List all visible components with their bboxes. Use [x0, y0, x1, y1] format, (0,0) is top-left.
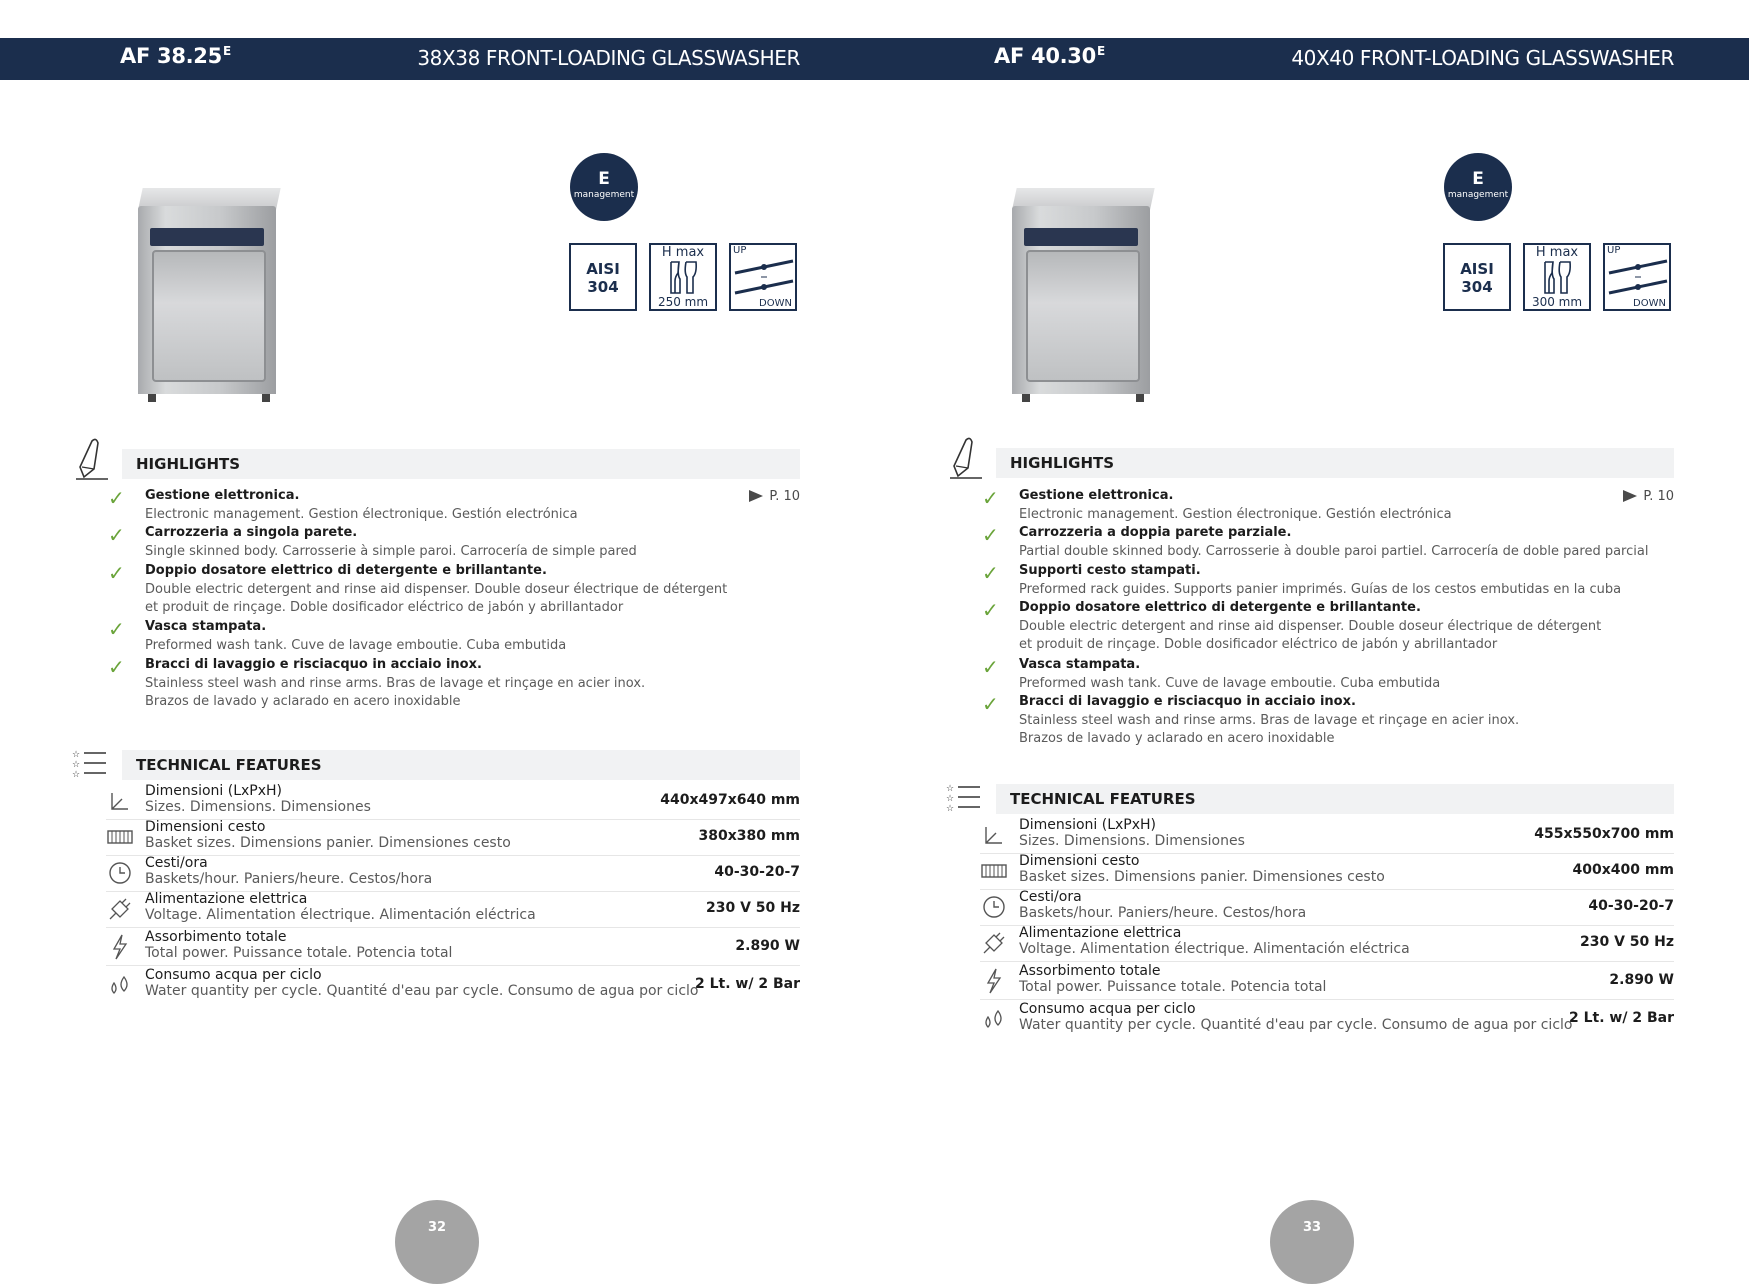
basket-icon: [106, 823, 134, 851]
clock-icon: [106, 859, 134, 887]
page-right: AF $40.30^E$ 40X40 FRONT-LOADING GLASSWASHER E management AISI 304 H max 300 mm UP DOWN HIGHLIGHTS P. 10 ✓ Gestione elettronica. Electronic management. Gestion électronique. Gestión electrónica ✓ Carrozzeria a doppia parete parziale. Partial double skinned body. Carrosserie à double paroi partiel. Carrocería de doble pared parcial ✓ Supporti cesto stampati. Preformed rack guides. Supports panier imprimés. Guías de los cestos embutidas en la cuba ✓ Doppio dosatore elettrico di detergente e brillantante. Double electric detergent and rinse aid dispenser. Double doseur électrique de détergent et produit de rinçage. Doble dosificador eléctrico de jabón y abrillantador ✓ Vasca stampata. Preformed wash tank. Cuve de lavage emboutie. Cuba embutida ✓ Bracci di lavaggio e risciacquo in acciaio inox. Stainless steel wash and rinse arms. Bras de lavage et rinçage en acier inox. Brazos de lavado y aclarado en acero inoxidable ☆ ☆ ☆ TECHNICAL FEATURES Dimensioni (LxPxH) Sizes. Dimensions. Dimensiones 455x550x700 mm Dimensioni cesto Basket sizes. Dimensions panier. Dimensiones cesto 400x400 mm Cesti/ora Baskets/hour. Paniers/heure. Cestos/hora 40-30-20-7 Alimentazione elettrica Voltage. Alimentation électrique. Alimentación eléctrica 230 V 50 Hz Assorbimento totale Total power. Puissance totale. Potencia total 2.890 W Consumo acqua per ciclo Water quantity per cycle. Quantité d'eau par cycle. Consumo de agua por ciclo 2 Lt. w/ 2 Bar 33: [874, 0, 1748, 1241]
max-glass-height-icon: H max 300 mm: [1523, 243, 1591, 311]
svg-text:☆: ☆: [72, 750, 81, 760]
product-image: [122, 158, 312, 410]
check-icon: ✓: [982, 486, 999, 510]
clock-icon: [980, 893, 1008, 921]
lightning-icon: [980, 967, 1008, 995]
page-left: AF $38.25^E$ 38X38 FRONT-LOADING GLASSWASHER E management AISI 304 H max 250 mm UP DOWN HIGHLIGHTS P. 10 ✓ Gestione elettronica. Electronic management. Gestion électronique. Gestión electrónica ✓ Carrozzeria a singola parete. Single skinned body. Carrosserie à simple paroi. Carrocería de simple pared ✓ Doppio dosatore elettrico di detergente e brillantante. Double electric detergent and rinse aid dispenser. Double doseur électrique de détergent et produit de rinçage. Doble dosificador eléctrico de jabón y abrillantador ✓ Vasca stampata. Preformed wash tank. Cuve de lavage emboutie. Cuba embutida ✓ Bracci di lavaggio e risciacquo in acciaio inox. Stainless steel wash and rinse arms. Bras de lavage et rinçage en acier inox. Brazos de lavado y aclarado en acero inoxidable ☆ ☆ ☆ TECHNICAL FEATURES Dimensioni (LxPxH) Sizes. Dimensions. Dimensiones 440x497x640 mm Dimensioni cesto Basket sizes. Dimensions panier. Dimensiones cesto 380x380 mm Cesti/ora Baskets/hour. Paniers/heure. Cestos/hora 40-30-20-7 Alimentazione elettrica Voltage. Alimentation électrique. Alimentación eléctrica 230 V 50 Hz Assorbimento totale Total power. Puissance totale. Potencia total 2.890 W Consumo acqua per ciclo Water quantity per cycle. Quantité d'eau par cycle. Consumo de agua por ciclo 2 Lt. w/ 2 Bar 32: [0, 0, 874, 1241]
check-icon: ✓: [982, 598, 999, 622]
spec-row: Consumo acqua per ciclo Water quantity per cycle. Quantité d'eau par cycle. Consumo de agua por ciclo 2 Lt. w/ 2 Bar: [980, 1001, 1674, 1037]
aisi-304-icon: AISI 304: [1443, 243, 1511, 311]
plug-icon: [980, 929, 1008, 957]
star-list-icon: [946, 782, 982, 814]
water-drops-icon: [106, 971, 134, 999]
dimensions-icon: [106, 787, 134, 815]
check-icon: ✓: [982, 561, 999, 585]
model-name: AF $38.25^E$: [120, 44, 231, 68]
highlights-title: HIGHLIGHTS: [136, 455, 241, 473]
product-title: 38X38 FRONT-LOADING GLASSWASHER: [417, 46, 800, 70]
water-drops-icon: [980, 1005, 1008, 1033]
page-number: 32: [395, 1200, 479, 1284]
check-icon: ✓: [982, 692, 999, 716]
svg-text:☆: ☆: [946, 784, 955, 794]
spec-row: Cesti/ora Baskets/hour. Paniers/heure. Cestos/hora 40-30-20-7: [980, 889, 1674, 926]
lightning-icon: [106, 933, 134, 961]
check-icon: ✓: [108, 523, 125, 547]
technical-features-title: TECHNICAL FEATURES: [1010, 790, 1196, 808]
spec-row: Consumo acqua per ciclo Water quantity per cycle. Quantité d'eau par cycle. Consumo de agua por ciclo 2 Lt. w/ 2 Bar: [106, 967, 800, 1003]
up-down-arms-icon: UP DOWN: [729, 243, 797, 311]
check-icon: ✓: [982, 655, 999, 679]
check-icon: ✓: [108, 561, 125, 585]
spec-row: Dimensioni (LxPxH) Sizes. Dimensions. Dimensiones 440x497x640 mm: [106, 783, 800, 820]
highlighter-icon: [946, 436, 986, 480]
model-name: AF $40.30^E$: [994, 44, 1105, 68]
plug-icon: [106, 895, 134, 923]
page-reference: P. 10: [1623, 489, 1674, 504]
spec-row: Dimensioni cesto Basket sizes. Dimensions panier. Dimensiones cesto 400x400 mm: [980, 853, 1674, 890]
product-image: [996, 158, 1186, 410]
check-icon: ✓: [108, 655, 125, 679]
e-management-badge: E management: [570, 153, 638, 221]
spec-row: Assorbimento totale Total power. Puissance totale. Potencia total 2.890 W: [980, 963, 1674, 1000]
svg-text:☆: ☆: [946, 794, 955, 804]
pointer-icon: [749, 490, 763, 502]
aisi-304-icon: AISI 304: [569, 243, 637, 311]
spec-row: Cesti/ora Baskets/hour. Paniers/heure. Cestos/hora 40-30-20-7: [106, 855, 800, 892]
basket-icon: [980, 857, 1008, 885]
spec-row: Dimensioni (LxPxH) Sizes. Dimensions. Dimensiones 455x550x700 mm: [980, 817, 1674, 854]
spec-row: Assorbimento totale Total power. Puissance totale. Potencia total 2.890 W: [106, 929, 800, 966]
up-down-arms-icon: UP DOWN: [1603, 243, 1671, 311]
highlighter-icon: [72, 437, 112, 481]
star-list-icon: [72, 748, 108, 780]
page-reference: P. 10: [749, 489, 800, 504]
check-icon: ✓: [108, 486, 125, 510]
svg-text:☆: ☆: [72, 770, 81, 780]
max-glass-height-icon: H max 250 mm: [649, 243, 717, 311]
page-number: 33: [1270, 1200, 1354, 1284]
spec-row: Dimensioni cesto Basket sizes. Dimensions panier. Dimensiones cesto 380x380 mm: [106, 819, 800, 856]
check-icon: ✓: [108, 617, 125, 641]
e-management-badge: E management: [1444, 153, 1512, 221]
svg-text:☆: ☆: [946, 804, 955, 814]
check-icon: ✓: [982, 523, 999, 547]
technical-features-title: TECHNICAL FEATURES: [136, 756, 322, 774]
svg-text:☆: ☆: [72, 760, 81, 770]
spec-row: Alimentazione elettrica Voltage. Alimentation électrique. Alimentación eléctrica 230 V 50 Hz: [106, 891, 800, 928]
dimensions-icon: [980, 821, 1008, 849]
highlights-title: HIGHLIGHTS: [1010, 454, 1115, 472]
pointer-icon: [1623, 490, 1637, 502]
product-title: 40X40 FRONT-LOADING GLASSWASHER: [1291, 46, 1674, 70]
spec-row: Alimentazione elettrica Voltage. Alimentation électrique. Alimentación eléctrica 230 V 50 Hz: [980, 925, 1674, 962]
